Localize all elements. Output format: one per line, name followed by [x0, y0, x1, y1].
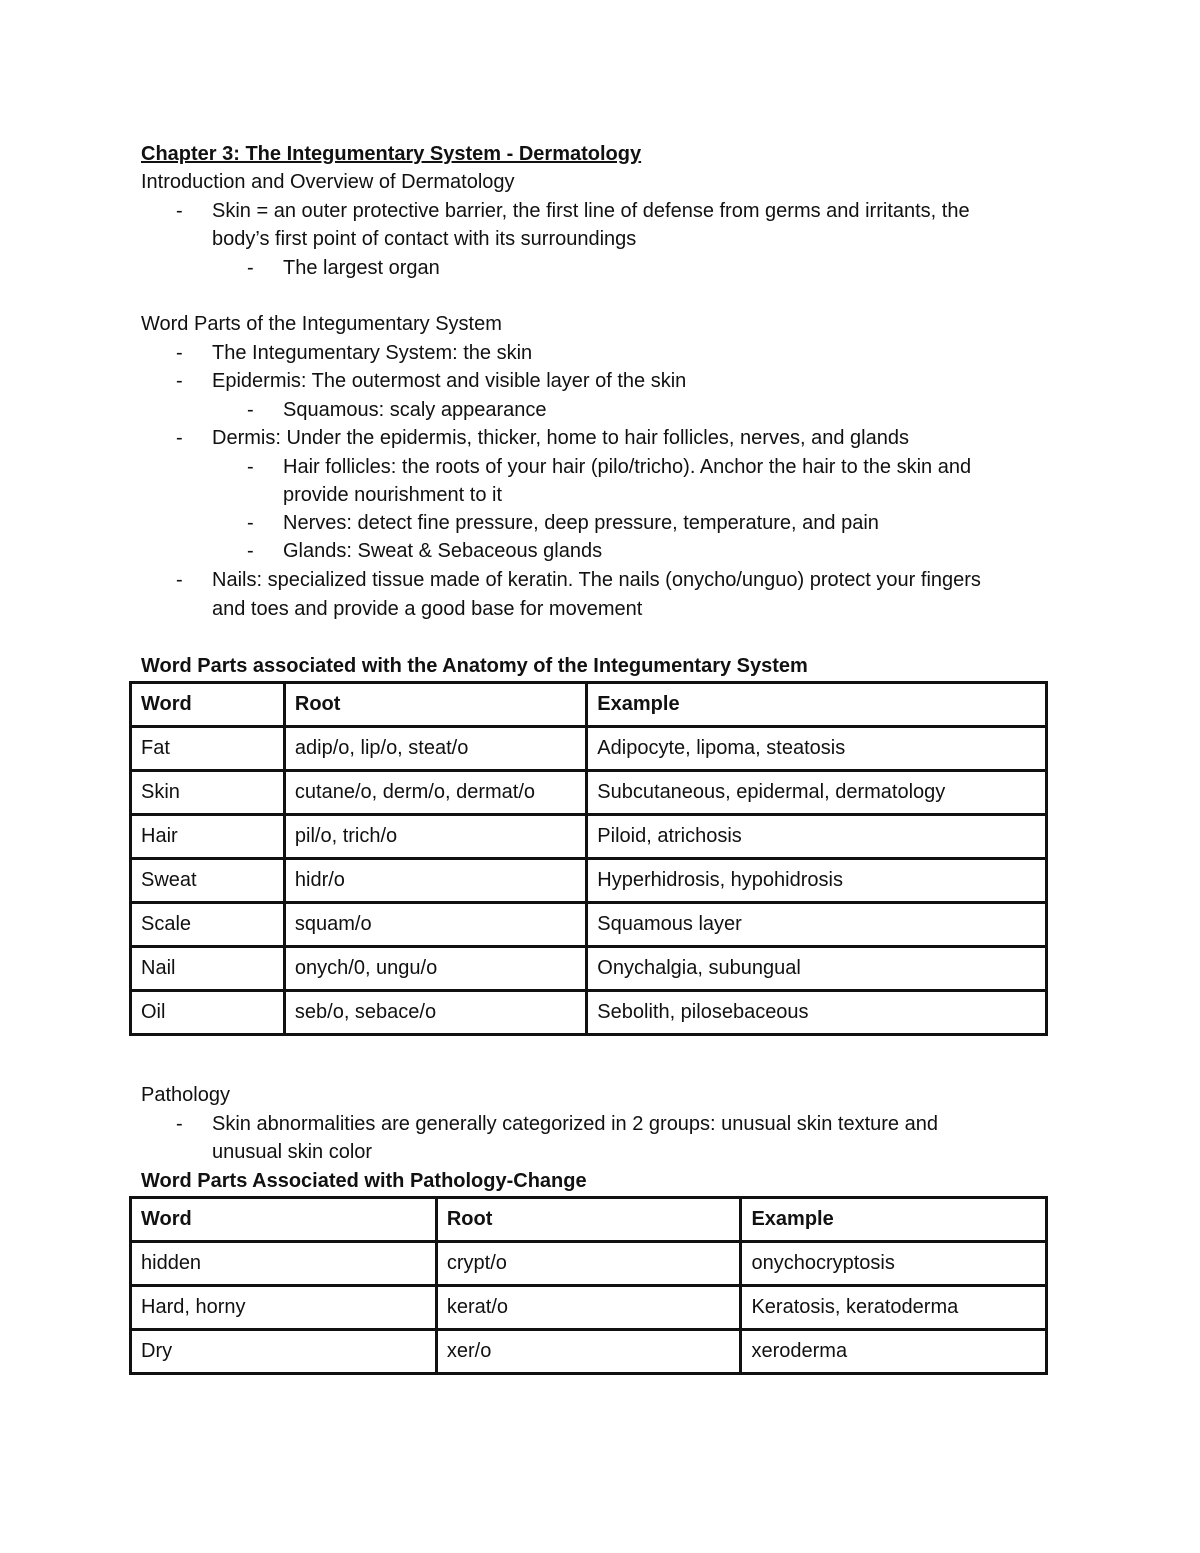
cell-example: onychocryptosis	[741, 1242, 1047, 1286]
header-example: Example	[587, 683, 1047, 727]
wordparts-bullet-4-line2: and toes and provide a good base for movement	[212, 598, 643, 620]
table-row	[131, 947, 1047, 991]
wordparts-heading: Word Parts of the Integumentary System	[141, 313, 502, 335]
pathology-bullet-line1: Skin abnormalities are generally categorized in 2 groups: unusual skin texture and	[212, 1113, 938, 1135]
chapter-title: Chapter 3: The Integumentary System - Dermatology	[141, 143, 642, 165]
table-row	[131, 859, 1047, 903]
cell-example: Onychalgia, subungual	[587, 947, 1047, 991]
wordparts-bullet-3-sub2: Nerves: detect fine pressure, deep pressure, temperature, and pain	[283, 512, 879, 534]
cell-word: Nail	[131, 947, 285, 991]
cell-example: Sebolith, pilosebaceous	[587, 991, 1047, 1035]
cell-root: kerat/o	[436, 1286, 741, 1330]
table-row	[131, 1242, 1047, 1286]
bullet-dash: -	[176, 342, 183, 364]
table-row	[131, 903, 1047, 947]
wordparts-bullet-3-sub1-line2: provide nourishment to it	[283, 484, 503, 506]
pathology-table	[129, 1196, 1048, 1375]
anatomy-table-heading: Word Parts associated with the Anatomy of the Integumentary System	[141, 655, 808, 677]
cell-example: Adipocyte, lipoma, steatosis	[587, 727, 1047, 771]
wordparts-bullet-2-sub: Squamous: scaly appearance	[283, 399, 547, 421]
cell-root: seb/o, sebace/o	[284, 991, 586, 1035]
intro-heading: Introduction and Overview of Dermatology	[141, 171, 515, 193]
cell-word: Sweat	[131, 859, 285, 903]
cell-example: Hyperhidrosis, hypohidrosis	[587, 859, 1047, 903]
pathology-heading: Pathology	[141, 1084, 230, 1106]
wordparts-bullet-3: Dermis: Under the epidermis, thicker, home to hair follicles, nerves, and glands	[212, 427, 909, 449]
cell-word: Fat	[131, 727, 285, 771]
cell-root: hidr/o	[284, 859, 586, 903]
cell-root: pil/o, trich/o	[284, 815, 586, 859]
bullet-dash: -	[176, 370, 183, 392]
cell-word: Dry	[131, 1330, 437, 1374]
anatomy-table	[129, 681, 1048, 1036]
wordparts-bullet-1: The Integumentary System: the skin	[212, 342, 533, 364]
bullet-dash: -	[247, 257, 254, 279]
wordparts-bullet-2: Epidermis: The outermost and visible layer of the skin	[212, 370, 687, 392]
intro-bullet-line1: Skin = an outer protective barrier, the first line of defense from germs and irritants, the	[212, 200, 970, 222]
cell-root: crypt/o	[436, 1242, 741, 1286]
intro-bullet-line2: body’s first point of contact with its surroundings	[212, 228, 637, 250]
header-example: Example	[741, 1198, 1047, 1242]
bullet-dash: -	[176, 569, 183, 591]
bullet-dash: -	[176, 1113, 183, 1135]
bullet-dash: -	[247, 399, 254, 421]
cell-word: Hard, horny	[131, 1286, 437, 1330]
table-row	[131, 1286, 1047, 1330]
header-root: Root	[436, 1198, 741, 1242]
bullet-dash: -	[247, 512, 254, 534]
wordparts-bullet-3-sub3: Glands: Sweat & Sebaceous glands	[283, 540, 603, 562]
header-root: Root	[284, 683, 586, 727]
cell-word: Oil	[131, 991, 285, 1035]
cell-root: adip/o, lip/o, steat/o	[284, 727, 586, 771]
bullet-dash: -	[247, 456, 254, 478]
header-word: Word	[131, 1198, 437, 1242]
table-row	[131, 991, 1047, 1035]
cell-example: Squamous layer	[587, 903, 1047, 947]
cell-example: Subcutaneous, epidermal, dermatology	[587, 771, 1047, 815]
cell-root: onych/0, ungu/o	[284, 947, 586, 991]
table-header-row	[131, 1198, 1047, 1242]
table-row	[131, 771, 1047, 815]
table-header-row	[131, 683, 1047, 727]
bullet-dash: -	[247, 540, 254, 562]
table-row	[131, 815, 1047, 859]
pathology-bullet-line2: unusual skin color	[212, 1141, 373, 1163]
table-row	[131, 1330, 1047, 1374]
intro-sub-bullet: The largest organ	[283, 257, 440, 279]
cell-example: Keratosis, keratoderma	[741, 1286, 1047, 1330]
cell-word: hidden	[131, 1242, 437, 1286]
bullet-dash: -	[176, 427, 183, 449]
wordparts-bullet-3-sub1-line1: Hair follicles: the roots of your hair (pilo/tricho). Anchor the hair to the skin and	[283, 456, 972, 478]
cell-example: xeroderma	[741, 1330, 1047, 1374]
header-word: Word	[131, 683, 285, 727]
cell-word: Skin	[131, 771, 285, 815]
cell-root: squam/o	[284, 903, 586, 947]
bullet-dash: -	[176, 200, 183, 222]
wordparts-bullet-4-line1: Nails: specialized tissue made of keratin. The nails (onycho/unguo) protect your fingers	[212, 569, 981, 591]
pathology-table-heading: Word Parts Associated with Pathology-Change	[141, 1170, 587, 1192]
cell-word: Scale	[131, 903, 285, 947]
table-row	[131, 727, 1047, 771]
cell-root: xer/o	[436, 1330, 741, 1374]
cell-example: Piloid, atrichosis	[587, 815, 1047, 859]
cell-root: cutane/o, derm/o, dermat/o	[284, 771, 586, 815]
cell-word: Hair	[131, 815, 285, 859]
